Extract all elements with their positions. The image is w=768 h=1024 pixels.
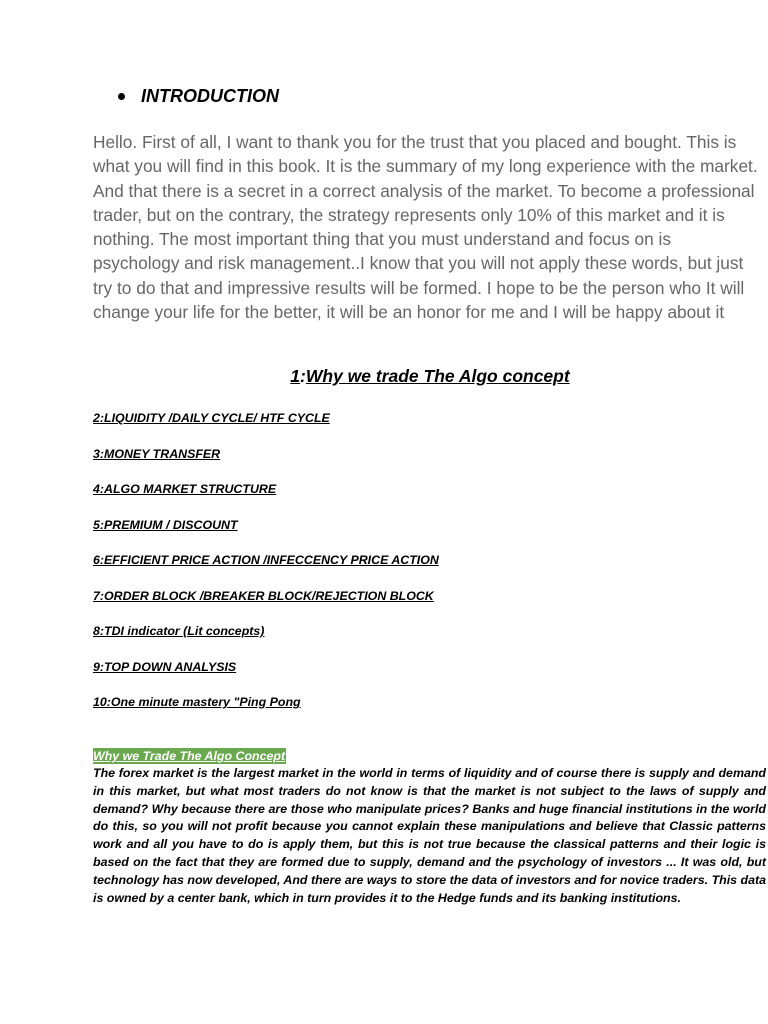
section-body-paragraph: The forex market is the largest market in the world in terms of liquidity and of course there is supply and demand in this market, but what most traders do not know is that the market is not subject to the laws of supply and demand? Why because there are those who manipulate prices? Banks and huge financial institutions in the world do this, so you will not profit because you cannot explain these manipulations and believe that Classic patterns work and all you have to do is apply them, but this is not true because the classical patterns and their logic is based on the fact that they are formed due to supply, demand and the psychology of investors ... It was old, but technology has now developed, And there are ways to store the data of investors and for novice traders. This data is owned by a center bank, which in turn provides it to the Hedge funds and its banking institutions. (93, 766, 766, 905)
toc-item: 7:ORDER BLOCK /BREAKER BLOCK/REJECTION BLOCK (93, 588, 434, 603)
section-title: Why we Trade The Algo Concept (93, 749, 286, 763)
toc-main-separator: : (300, 366, 306, 386)
toc-item: 9:TOP DOWN ANALYSIS (93, 659, 237, 674)
toc-item: 4:ALGO MARKET STRUCTURE (93, 482, 277, 496)
toc-main-heading (0, 366, 768, 387)
introduction-heading-text: INTRODUCTION (141, 86, 279, 106)
toc-item: 6:EFFICIENT PRICE ACTION /INFECCENCY PRICE ACTION (93, 553, 439, 567)
table-of-contents (93, 410, 439, 730)
toc-main-number: 1 (290, 366, 301, 386)
toc-item: 2:LIQUIDITY /DAILY CYCLE/ HTF CYCLE (93, 411, 330, 425)
toc-main-title: Why we trade The Algo concept (305, 366, 570, 386)
toc-item: 8:TDI indicator (Lit concepts) (93, 624, 265, 638)
toc-item: 5:PREMIUM / DISCOUNT (93, 517, 238, 532)
introduction-paragraph: Hello. First of all, I want to thank you for the trust that you placed and bought. This is what you will find in this book. It is the summary of my long experience with the market. And that there is a secret in a correct analysis of the market. To become a professional trader, but on the contrary, the strategy represents only 10% of this market and it is nothing. The most important thing that you must understand and focus on is psychology and risk management..I know that you will not apply these words, but just try to do that and impressive results will be formed. I hope to be the person who It will change your life for the better, it will be an honor for me and I will be happy about it (93, 132, 758, 323)
introduction-heading (116, 86, 279, 107)
toc-item: 3:MONEY TRANSFER (93, 446, 221, 461)
bullet-icon (118, 93, 125, 100)
toc-item: 10:One minute mastery "Ping Pong (93, 695, 301, 709)
